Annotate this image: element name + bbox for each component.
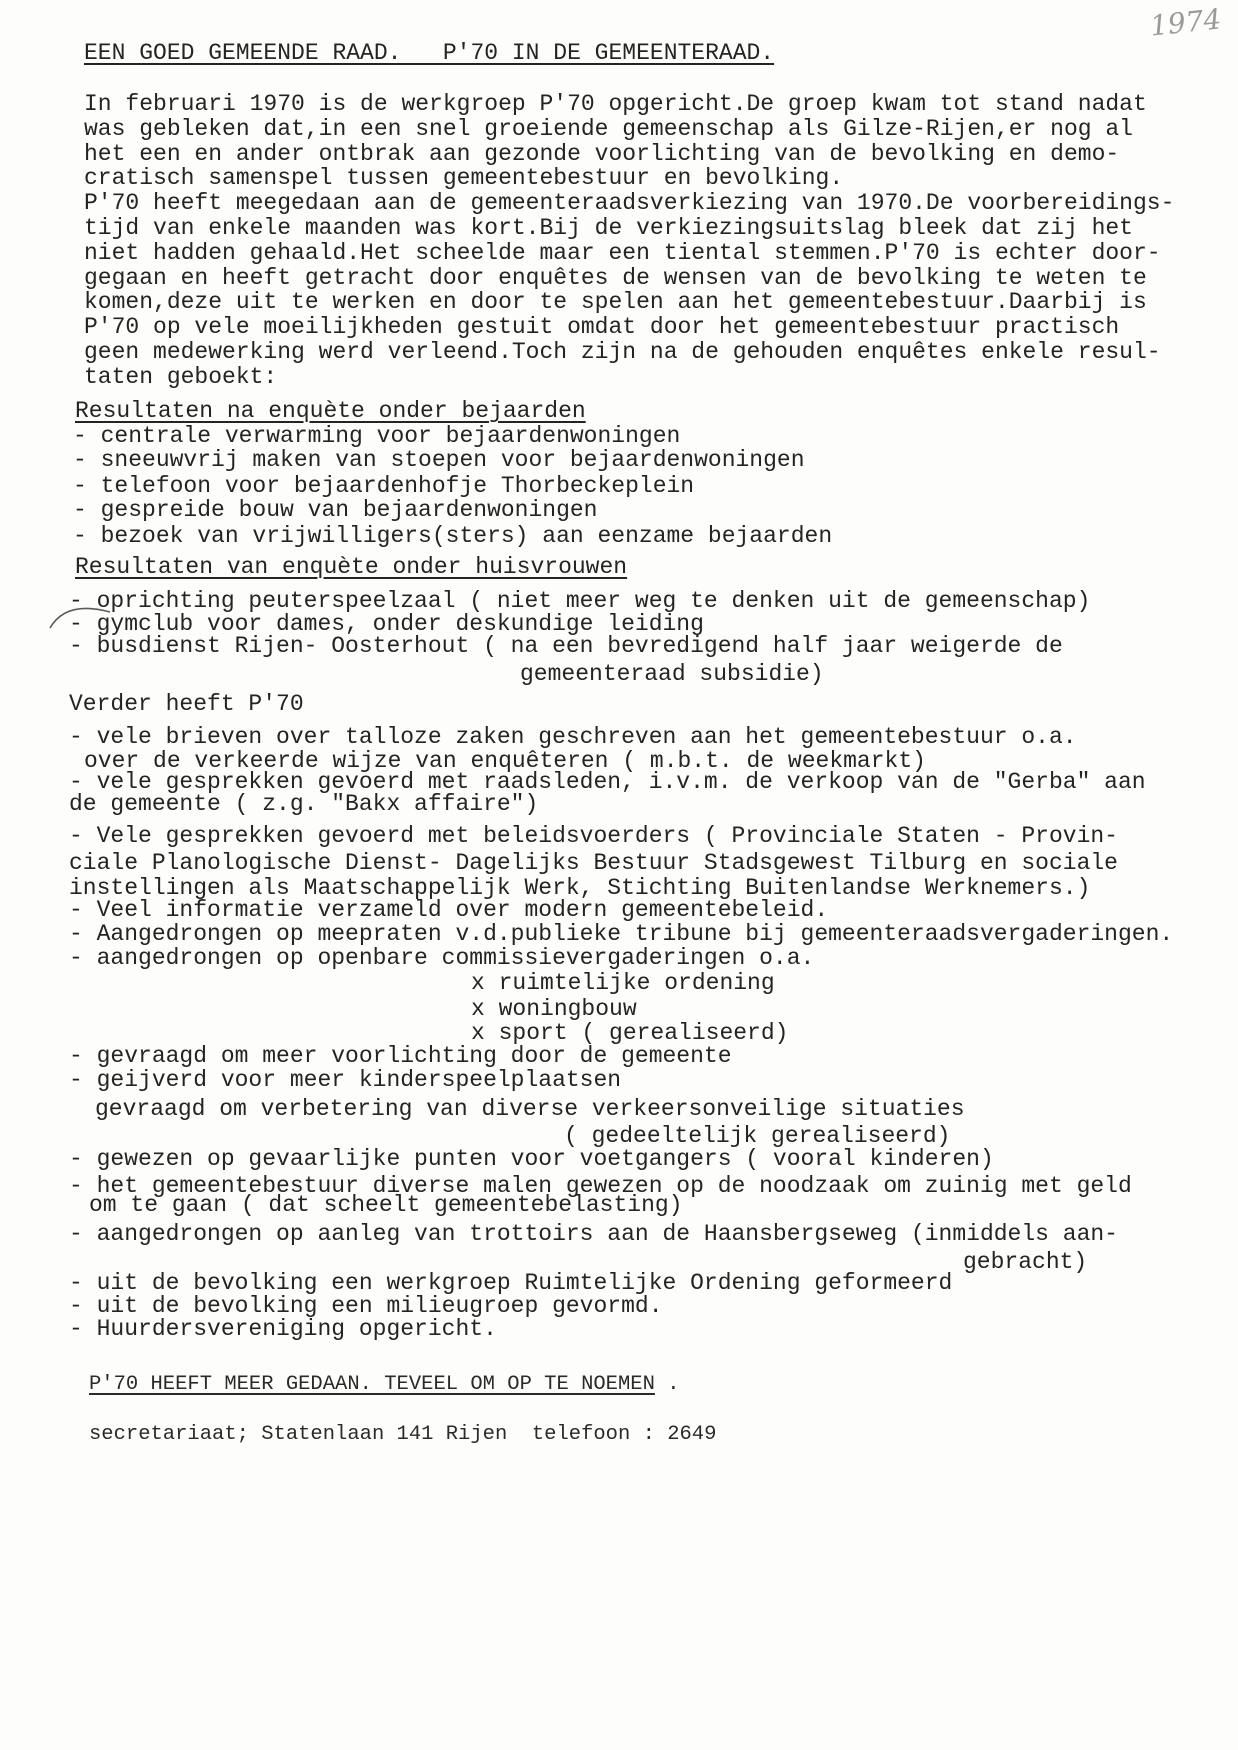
list-item: - Aangedrongen op meepraten v.d.publieke tribune bij gemeenteraadsvergaderingen.: [69, 921, 1174, 947]
intro-line: geen medewerking werd verleend.Toch zijn na de gehouden enquêtes enkele resul-: [84, 339, 1161, 365]
list-item: - uit de bevolking een milieugroep gevormd.: [69, 1293, 663, 1319]
list-item-continuation: ( gedeeltelijk gerealiseerd): [564, 1123, 951, 1149]
list-item: - gewezen op gevaarlijke punten voor voetgangers ( vooral kinderen): [69, 1146, 994, 1172]
list-item: - vele brieven over talloze zaken geschreven aan het gemeentebestuur o.a.: [69, 724, 1077, 750]
list-item: - geijverd voor meer kinderspeelplaatsen: [69, 1067, 622, 1093]
list-item: gevraagd om verbetering van diverse verkeersonveilige situaties: [95, 1096, 965, 1122]
sub-list-item: x sport ( gerealiseerd): [471, 1020, 789, 1046]
list-item: - telefoon voor bejaardenhofje Thorbeckeplein: [73, 473, 695, 499]
closing-statement-suffix: .: [654, 1373, 680, 1396]
section-heading-verder: Verder heeft P'70: [69, 691, 304, 717]
list-item: - Veel informatie verzameld over modern gemeentebeleid.: [69, 897, 829, 923]
document-title: EEN GOED GEMEENDE RAAD. P'70 IN DE GEMEENTERAAD.: [84, 40, 775, 66]
intro-line: P'70 heeft meegedaan aan de gemeenteraadsverkiezing van 1970.De voorbereidings-: [84, 190, 1175, 216]
list-item: - bezoek van vrijwilligers(sters) aan eenzame bejaarden: [73, 523, 833, 549]
list-item: - busdienst Rijen- Oosterhout ( na een bevredigend half jaar weigerde de: [69, 633, 1063, 659]
sub-list-item: x ruimtelijke ordening: [471, 970, 775, 996]
list-item: - centrale verwarming voor bejaardenwoningen: [73, 423, 681, 449]
list-item-continuation: gebracht): [963, 1249, 1088, 1275]
list-item: - het gemeentebestuur diverse malen gewezen op de noodzaak om zuinig met geld: [69, 1173, 1132, 1199]
list-item-continuation: over de verkeerde wijze van enquêteren ( m.b.t. de weekmarkt): [84, 748, 926, 774]
list-item: - gevraagd om meer voorlichting door de gemeente: [69, 1043, 732, 1069]
intro-line: In februari 1970 is de werkgroep P'70 opgericht.De groep kwam tot stand nadat: [84, 91, 1147, 117]
list-item: - Vele gesprekken gevoerd met beleidsvoerders ( Provinciale Staten - Provin-: [69, 823, 1118, 849]
list-item-continuation: gemeenteraad subsidie): [520, 661, 824, 687]
list-item: - uit de bevolking een werkgroep Ruimtelijke Ordening geformeerd: [69, 1270, 953, 1296]
list-item: - aangedrongen op openbare commissievergaderingen o.a.: [69, 945, 815, 971]
list-item-continuation: de gemeente ( z.g. "Bakx affaire"): [69, 791, 539, 817]
intro-line: gegaan en heeft getracht door enquêtes de wensen van de bevolking te weten te: [84, 265, 1147, 291]
secretariat-contact: secretariaat; Statenlaan 141 Rijen telefoon : 2649: [89, 1423, 717, 1446]
list-item: - Huurdersvereniging opgericht.: [69, 1316, 497, 1342]
sub-list-item: x woningbouw: [471, 996, 637, 1022]
intro-line: was gebleken dat,in een snel groeiende gemeenschap als Gilze-Rijen,er nog al: [84, 116, 1133, 142]
list-item: - aangedrongen op aanleg van trottoirs aan de Haansbergseweg (inmiddels aan-: [69, 1221, 1118, 1247]
closing-statement-text: P'70 HEEFT MEER GEDAAN. TEVEEL OM OP TE NOEMEN: [89, 1373, 655, 1396]
list-item: - gespreide bouw van bejaardenwoningen: [73, 497, 598, 523]
list-item: - oprichting peuterspeelzaal ( niet meer weg te denken uit de gemeenschap): [69, 588, 1091, 614]
intro-line: P'70 op vele moeilijkheden gestuit omdat door het gemeentebestuur practisch: [84, 314, 1120, 340]
handwritten-year-annotation: 1974: [1148, 2, 1223, 43]
intro-line: tijd van enkele maanden was kort.Bij de verkiezingsuitslag bleek dat zij het: [84, 215, 1133, 241]
list-item-continuation: instellingen als Maatschappelijk Werk, Stichting Buitenlandse Werknemers.): [69, 875, 1091, 901]
list-item: - sneeuwvrij maken van stoepen voor bejaardenwoningen: [73, 447, 805, 473]
list-item-continuation: om te gaan ( dat scheelt gemeentebelasting): [89, 1192, 683, 1218]
intro-line: taten geboekt:: [84, 364, 278, 390]
list-item: - vele gesprekken gevoerd met raadsleden, i.v.m. de verkoop van de "Gerba" aan: [69, 769, 1146, 795]
intro-line: cratisch samenspel tussen gemeentebestuur en bevolking.: [84, 165, 844, 191]
list-item-continuation: ciale Planologische Dienst- Dagelijks Bestuur Stadsgewest Tilburg en sociale: [69, 850, 1118, 876]
intro-line: het een en ander ontbrak aan gezonde voorlichting van de bevolking en demo-: [84, 141, 1120, 167]
intro-line: niet hadden gehaald.Het scheelde maar een tiental stemmen.P'70 is echter door-: [84, 240, 1161, 266]
list-item: - gymclub voor dames, onder deskundige leiding: [69, 611, 704, 637]
closing-statement: [89, 1373, 680, 1397]
section-heading-huisvrouwen: Resultaten van enquète onder huisvrouwen: [75, 554, 628, 580]
section-heading-bejaarden: Resultaten na enquète onder bejaarden: [75, 398, 586, 424]
intro-line: komen,deze uit te werken en door te spelen aan het gemeentebestuur.Daarbij is: [84, 289, 1147, 315]
